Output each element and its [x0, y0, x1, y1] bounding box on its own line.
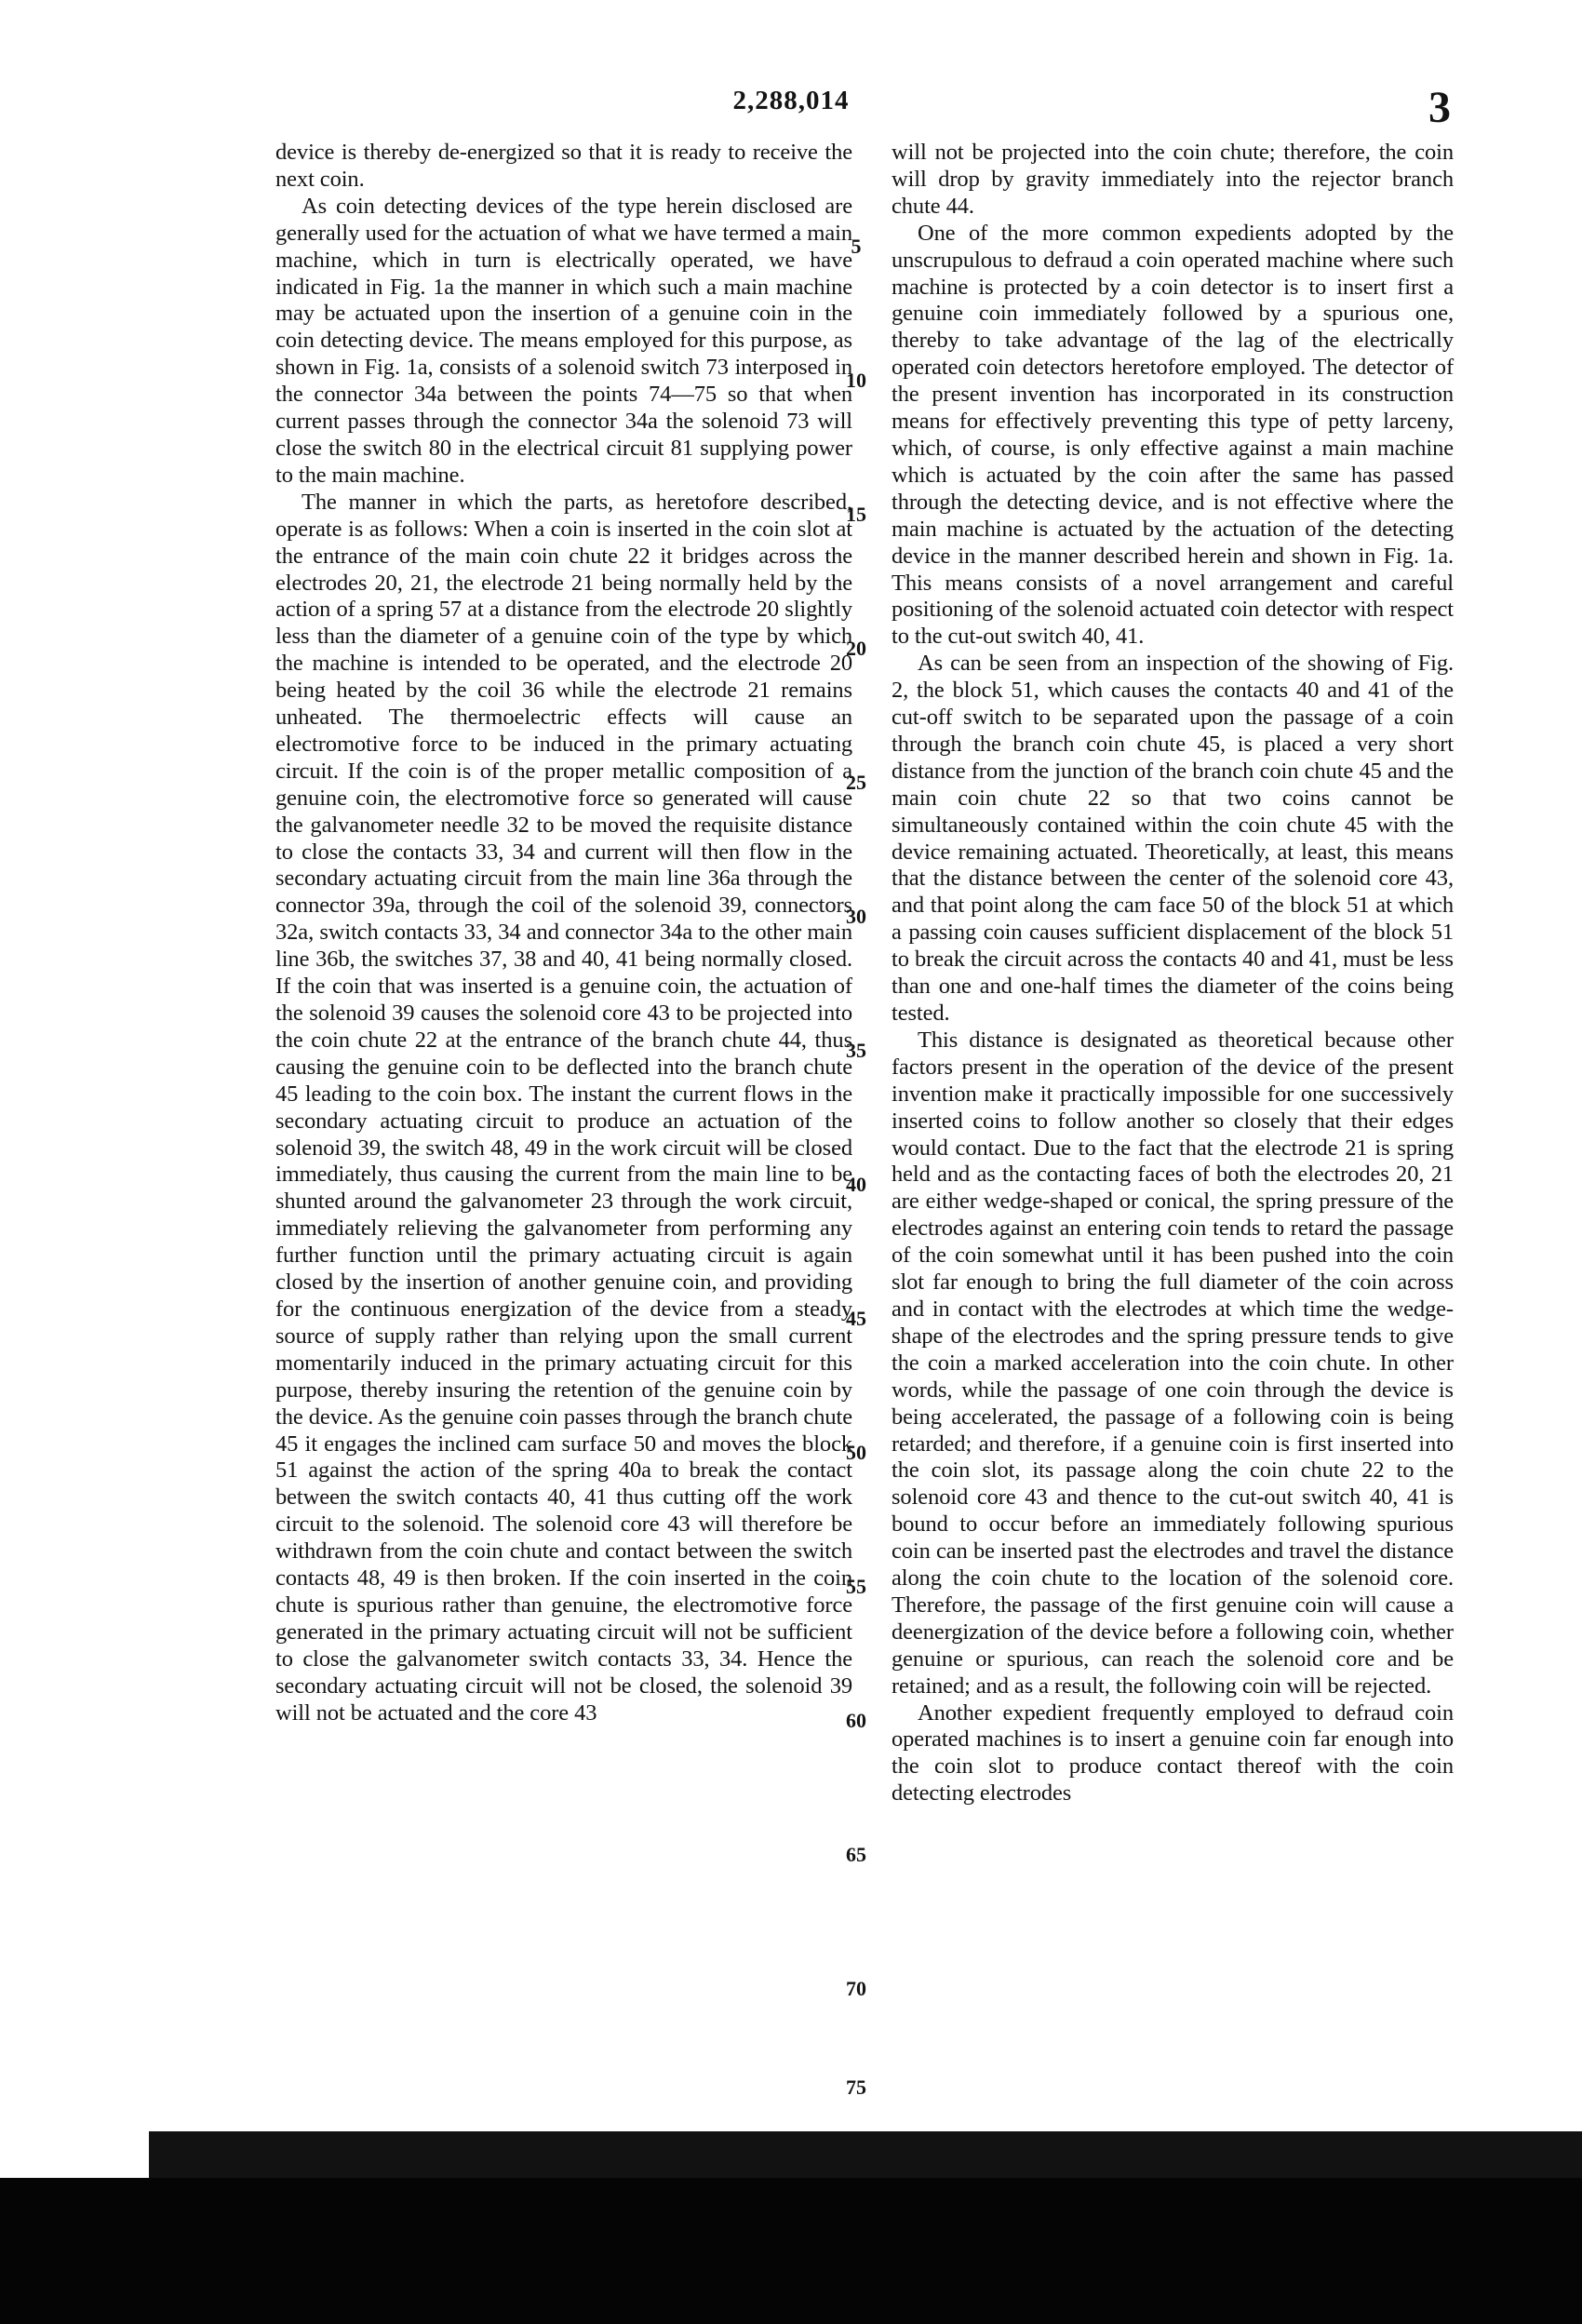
paragraph: As can be seen from an inspection of the showing of Fig. 2, the block 51, which causes the contacts 40 and 41 of the cut-off switch to be separated upon the passage of a coin through the branch coin chute 45, is placed a very short distance from the junction of the branch coin chute 45 and the main coin chute 22 so that two coins cannot be simultaneously contained within the coin chute 45 with the device remaining actuated. Theoretically, at least, this means that the distance between the center of the solenoid core 43, and that point along the cam face 50 of the block 51 at which a passing coin causes sufficient displacement of the block 51 to break the circuit across the contacts 40 and 41, must be less than one and one-half times the diameter of the coins being tested. — [892, 651, 1454, 1026]
line-number: 5 — [851, 235, 862, 258]
line-number: 50 — [846, 1441, 866, 1464]
line-number: 25 — [846, 771, 866, 794]
line-number: 20 — [846, 637, 866, 660]
right-column — [892, 140, 1454, 1807]
line-number: 40 — [846, 1173, 866, 1196]
line-number: 65 — [846, 1843, 866, 1866]
paragraph: The manner in which the parts, as heretofore described, operate is as follows: When a coin is inserted in the coin slot at the entrance of the main coin chute 22 it bridges across the electrodes 20, 21, the electrode 21 being normally held by the action of a spring 57 at a distance from the electrode 20 slightly less than the diameter of a genuine coin of the type by which the machine is intended to be operated, and the electrode 20 being heated by the coil 36 while the electrode 21 remains unheated. The thermoelectric effects will cause an electromotive force to be induced in the primary actuating circuit. If the coin is of the proper metallic composition of a genuine coin, the electromotive force so generated will cause the galvanometer needle 32 to be moved the requisite distance to close the contacts 33, 34 and current will then flow in the secondary actuating circuit from the main line 36a through the connector 39a, through the coil of the solenoid 39, connectors 32a, switch contacts 33, 34 and connector 34a to the other main line 36b, the switches 37, 38 and 40, 41 being normally closed. If the coin that was inserted is a genuine coin, the actuation of the solenoid 39 causes the solenoid core 43 to be projected into the coin chute 22 at the entrance of the branch chute 44, thus causing the genuine coin to be deflected into the branch chute 45 leading to the coin box. The instant the current flows in the secondary actuating circuit to produce an actuation of the solenoid 39, the switch 48, 49 in the work circuit will be closed immediately, thus causing the current from the main line to be shunted around the galvanometer 23 through the work circuit, immediately relieving the galvanometer from performing any further function until the primary actuating circuit is again closed by the insertion of another genuine coin, and providing for the continuous energization of the device from a steady source of supply rather than relying upon the small current momentarily induced in the primary actuating circuit for this purpose, thereby insuring the retention of the genuine coin by the device. As the genuine coin passes through the branch chute 45 it engages the inclined cam surface 50 and moves the block 51 against the action of the spring 40a to break the contact between the switch contacts 40, 41 thus cutting off the work circuit to the solenoid. The solenoid core 43 will therefore be withdrawn from the coin chute and contact between the switch contacts 48, 49 is then broken. If the coin inserted in the coin chute is spurious rather than genuine, the electromotive force generated in the primary actuating circuit will not be sufficient to close the galvanometer switch contacts 33, 34. Hence the secondary actuating circuit will not be closed, the solenoid 39 will not be actuated and the core 43 — [275, 489, 852, 1726]
paragraph: This distance is designated as theoretical because other factors present in the operation of the device of the present invention make it practically impossible for one successively inserted coins to follow another so closely that their edges would contact. Due to the fact that the electrode 21 is spring held and as the contacting faces of both the electrodes 20, 21 are either wedge-shaped or conical, the spring pressure of the electrodes against an entering coin tends to retard the passage of the coin somewhat until it has been pushed into the coin slot far enough to bring the full diameter of the coin across and in contact with the electrodes at which time the wedge-shape of the electrodes and the spring pressure tends to give the coin a marked acceleration into the coin chute. In other words, while the passage of one coin through the device is being accelerated, the passage of a following coin is being retarded; and therefore, if a genuine coin is first inserted into the coin slot, its passage along the coin chute 22 to the solenoid core 43 and thence to the cut-out switch 40, 41 is bound to occur before an immediately following spurious coin can be inserted past the electrodes and travel the distance along the coin chute to the location of the solenoid core. Therefore, the passage of the first genuine coin will cause a deenergization of the device before a following coin, whether genuine or spurious, can reach the solenoid core and be retained; and as a result, the following coin will be rejected. — [892, 1027, 1454, 1699]
line-number: 35 — [846, 1039, 866, 1062]
line-number: 70 — [846, 1977, 866, 2000]
line-number: 15 — [846, 503, 866, 526]
paragraph: device is thereby de-energized so that it is ready to receive the next coin. — [275, 140, 852, 192]
paragraph: As coin detecting devices of the type herein disclosed are generally used for the actuation of what we have termed a main machine, which in turn is electrically operated, we have indicated in Fig. 1a the manner in which such a main machine may be actuated upon the insertion of a genuine coin in the coin detecting device. The means employed for this purpose, as shown in Fig. 1a, consists of a solenoid switch 73 interposed in the connector 34a between the points 74—75 so that when current passes through the connector 34a the solenoid 73 will close the switch 80 in the electrical circuit 81 supplying power to the main machine. — [275, 193, 852, 488]
scan-border — [0, 2178, 1582, 2324]
line-number: 45 — [846, 1307, 866, 1330]
paragraph: Another expedient frequently employed to defraud coin operated machines is to insert a genuine coin far enough into the coin slot to produce contact thereof with the coin detecting electrodes — [892, 1699, 1454, 1807]
page-number: 3 — [1428, 83, 1451, 132]
paragraph: will not be projected into the coin chute; therefore, the coin will drop by gravity immediately into the rejector branch chute 44. — [892, 140, 1454, 219]
patent-number: 2,288,014 — [732, 86, 850, 115]
line-number: 75 — [846, 2075, 866, 2099]
line-number: 30 — [846, 905, 866, 928]
line-number: 60 — [846, 1709, 866, 1732]
left-column — [275, 140, 852, 1726]
line-number: 10 — [846, 369, 866, 392]
line-number: 55 — [846, 1575, 866, 1598]
paragraph: One of the more common expedients adopted by the unscrupulous to defraud a coin operated machine where such machine is protected by a coin detector is to insert first a genuine coin immediately followed by a spurious one, thereby to take advantage of the lag of the electrically operated coin detectors heretofore employed. The detector of the present invention has incorporated in its construction means for effectively preventing this type of petty larceny, which, of course, is only effective against a main machine which is actuated by the coin after the same has passed through the detecting device, and is not effective where the main machine is actuated by the actuation of the detecting device in the manner described herein and shown in Fig. 1a. This means consists of a novel arrangement and careful positioning of the solenoid actuated coin detector with respect to the cut-out switch 40, 41. — [892, 220, 1454, 650]
